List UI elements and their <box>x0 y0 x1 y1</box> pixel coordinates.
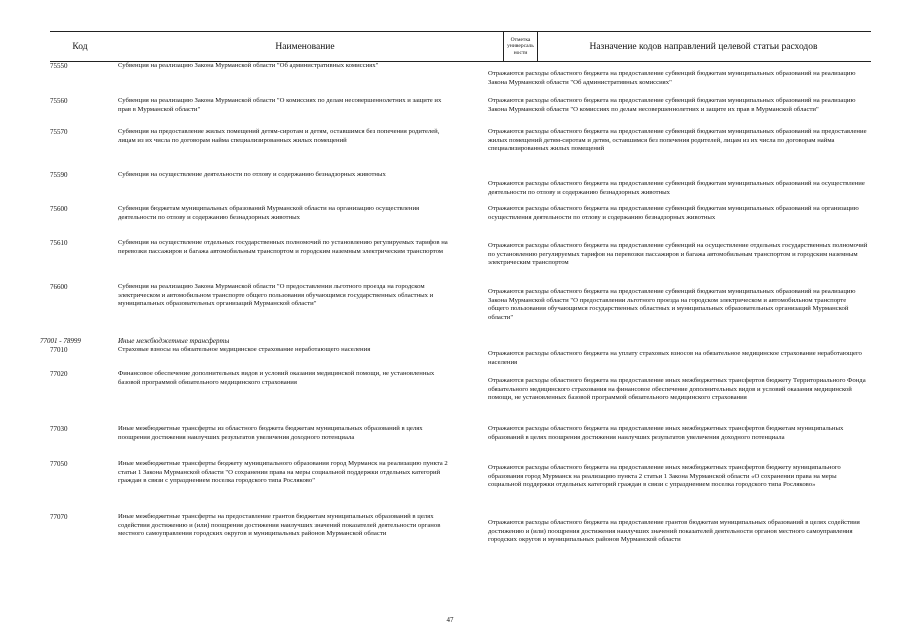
row-name: Иные межбюджетные трансферты из областного бюджета бюджетам муниципальных образований в целях поощрения достижения наилучших результатов увеличения доходного потенциала <box>118 425 423 441</box>
row-name: Финансовое обеспечение дополнительных видов и условий оказания медицинской помощи, не установленных базовой программой обязательного медицинского страхования <box>118 370 435 386</box>
header-naimenovanie: Наименование <box>275 41 335 52</box>
row-desc: Отражаются расходы областного бюджета на предоставление иных межбюджетных трансфертов бюджету муниципального образования город Мурманск на реализацию пункта 2 статьи 1 Закона Мурманской области «О сохранении права на меры социальной поддержки отдельных категорий граждан в связи с упразднением поселка городского типа Росляково» <box>488 464 841 489</box>
header-naznachenie: Назначение кодов направлений целевой статьи расходов <box>589 41 818 52</box>
row-code: 75560 <box>50 97 68 105</box>
table-header <box>50 31 871 62</box>
row-desc: Отражаются расходы областного бюджета на предоставление субвенций бюджетам муниципальных образований на осуществление деятельности по отлову и содержанию безнадзорных животных <box>488 180 865 196</box>
row-code: 77030 <box>50 425 68 433</box>
row-code: 75610 <box>50 239 68 247</box>
row-desc: Отражаются расходы областного бюджета на уплату страховых взносов на обязательное медицинское страхование неработающего населения <box>488 350 862 366</box>
row-code: 77020 <box>50 370 68 378</box>
row-name: Субвенция на реализацию Закона Мурманской области "О предоставлении льготного проезда на городском электрическом и автомобильном транспорте общего пользования обучающимся государственных областных и муниципальных образовательных организаций Мурманской области" <box>118 283 434 308</box>
row-code: 75570 <box>50 128 68 136</box>
row-name: Страховые взносы на обязательное медицинское страхование неработающего населения <box>118 346 371 353</box>
row-name: Субвенция на осуществление отдельных государственных полномочий по установлению регулируемых тарифов на перевозки пассажиров и багажа автомобильным транспортом и городским наземным электрическим транспортом <box>118 239 448 255</box>
row-desc: Отражаются расходы областного бюджета на предоставление субвенций бюджетам муниципальных образований на организацию осуществления деятельности по отлову и содержанию безнадзорных животных <box>488 205 859 221</box>
row-desc: Отражаются расходы областного бюджета на предоставление субвенций бюджетам муниципальных образований на реализацию Закона Мурманской области "Об административных комиссиях" <box>488 70 856 86</box>
row-code: 77070 <box>50 513 68 521</box>
header-otmetka: Отметка универсаль ности <box>503 32 538 61</box>
section-title: Иные межбюджетные трансферты <box>118 337 230 345</box>
row-name: Субвенция на реализацию Закона Мурманской области "О комиссиях по делам несовершеннолетних и защите их прав в Мурманской области" <box>118 97 442 113</box>
row-desc: Отражаются расходы областного бюджета на предоставление субвенций на осуществление отдельных государственных полномочий по установлению регулируемых тарифов на перевозки пассажиров и багажа автомобильным транспортом и городским наземным электрическим транспортом <box>488 242 868 267</box>
row-name: Субвенция на осуществление деятельности по отлову и содержанию безнадзорных животных <box>118 171 386 178</box>
row-desc: Отражаются расходы областного бюджета на предоставление иных межбюджетных трансфертов бюджетам муниципальных образований в целях поощрения достижения наилучших результатов увеличения доходного потенциала <box>488 425 844 441</box>
row-code: 77010 <box>50 346 68 354</box>
row-desc: Отражаются расходы областного бюджета на предоставление субвенций бюджетам муниципальных образований на реализацию Закона Мурманской области "О предоставлении льготного проезда на городском электрическом и автомобильном транспорте общего пользования обучающимся государственных областных и муниципальных образовательных организаций Мурманской области" <box>488 288 856 321</box>
row-code: 76600 <box>50 283 68 291</box>
row-desc: Отражаются расходы областного бюджета на предоставление субвенций бюджетам муниципальных образований на реализацию Закона Мурманской области "О комиссиях по делам несовершеннолетних и защите их прав в Мурманской области" <box>488 97 856 113</box>
row-code: 75590 <box>50 171 68 179</box>
row-code: 75600 <box>50 205 68 213</box>
row-name: Субвенция на предоставление жилых помещений детям-сиротам и детям, оставшимся без попечения родителей, лицам из их числа по договорам найма специализированных жилых помещений <box>118 128 440 144</box>
row-code: 75550 <box>50 62 68 70</box>
row-desc: Отражаются расходы областного бюджета на предоставление иных межбюджетных трансфертов бюджету Территориального Фонда обязательного медицинского страхования на финансовое обеспечение дополнительных видов и условий оказания медицинской помощи, не установленных базовой программой обязательного медицинского страхования <box>488 377 866 402</box>
row-name: Субвенция бюджетам муниципальных образований Мурманской области на организацию осуществления деятельности по отлову и содержанию безнадзорных животных <box>118 205 420 221</box>
row-code: 77050 <box>50 460 68 468</box>
row-name: Иные межбюджетные трансферты на предоставление грантов бюджетам муниципальных образований в целях содействия достижению и (или) поощрения достижения наилучших значений показателей деятельности органов местного самоуправления городских округов и муниципальных районов Мурманской области <box>118 513 441 538</box>
section-code: 77001 - 78999 <box>40 337 81 345</box>
page-number: 47 <box>446 616 454 624</box>
row-desc: Отражаются расходы областного бюджета на предоставление грантов бюджетам муниципальных образований в целях содействия достижению и (или) поощрения достижения наилучших значений показателей деятельности органов местного самоуправления городских округов и муниципальных районов Мурманской области <box>488 519 860 544</box>
row-desc: Отражаются расходы областного бюджета на предоставление субвенций бюджетам муниципальных образований на предоставление жилых помещений детям-сиротам и детям, оставшимся без попечения родителей, лицам из их числа по договорам найма специализированных жилых помещений <box>488 128 867 153</box>
header-kod: Код <box>72 41 88 52</box>
row-name: Субвенция на реализацию Закона Мурманской области "Об административных комиссиях" <box>118 62 379 69</box>
row-name: Иные межбюджетные трансферты бюджету муниципального образования город Мурманск на реализацию пункта 2 статьи 1 Закона Мурманской области "О сохранении права на меры социальной поддержки отдельных категорий граждан в связи с упразднением поселка городского типа Росляково" <box>118 460 448 485</box>
